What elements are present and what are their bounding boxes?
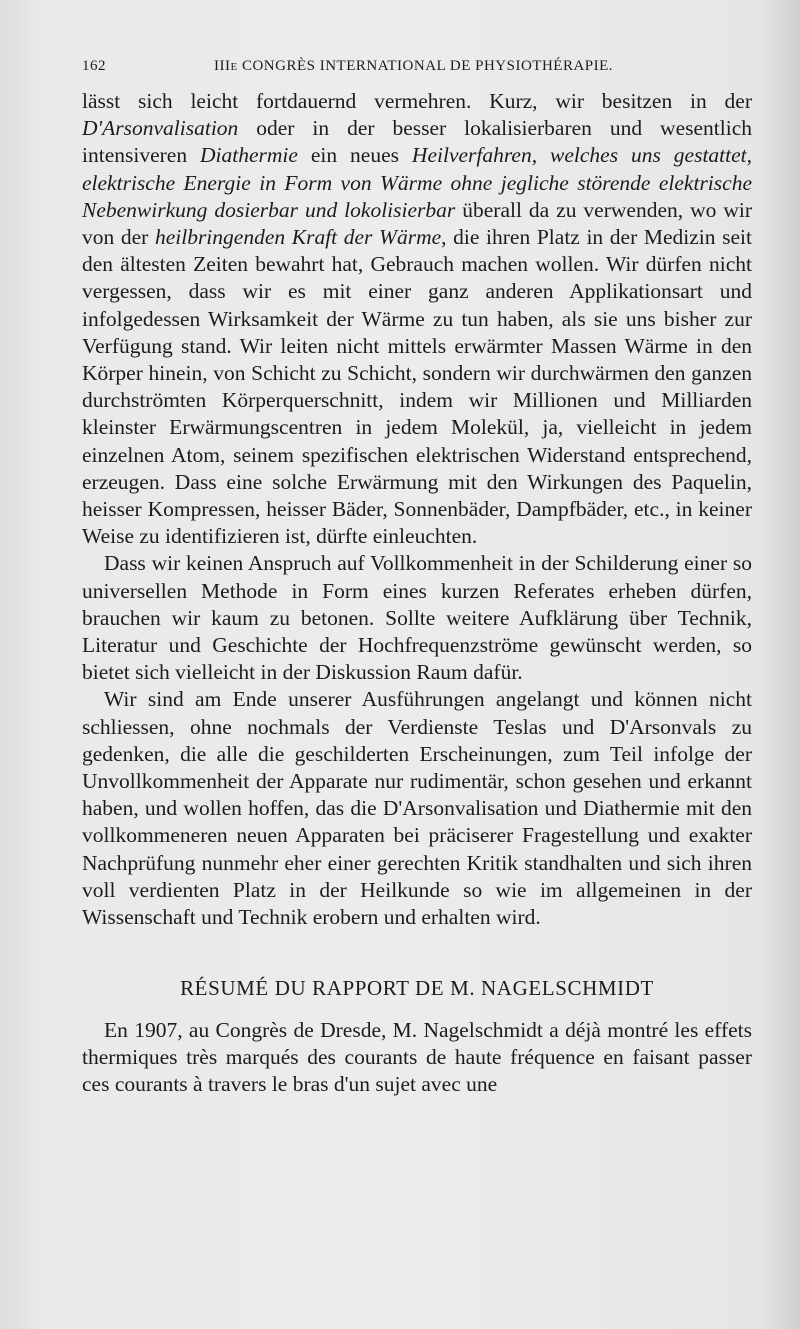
italic-text-run: Heilverfahren, welches uns gestattet, elektrische Energie in Form von Wärme ohne jegliche störende elektrische Nebenwirkung dosierbar und lokolisierbar xyxy=(82,143,753,222)
text-run: , die ihren Platz in der Medizin seit den ältesten Zeiten bewahrt hat, Gebrauch machen wollen. Wir dürfen nicht vergessen, dass wir es mit einer ganz anderen Applikationsart und infolgedessen Wirksamkeit der Wärme zu tun haben, als sie uns bisher zur Verfügung stand. Wir leiten nicht mittels erwärmter Massen Wärme in den Körper hinein, von Schicht zu Schicht, sondern wir durchwärmen den ganzen durchströmten Körperquerschnitt, indem wir Millionen und Milliarden kleinster Erwärmungscentren in jedem Molekül, ja, vielleicht in jedem einzelnen Atom, seinem spezifischen elektrischen Widerstand entsprechend, erzeugen. Dass eine solche Erwärmung mit den Wirkungen des Paquelin, heisser Kompressen, heisser Bäder, Sonnenbäder, Dampfbäder, etc., in keiner Weise zu identifizieren ist, dürfte einleuchten. xyxy=(82,225,753,549)
paragraph-3 xyxy=(82,686,752,931)
text-run: ein neues xyxy=(297,143,412,168)
resume-paragraph: En 1907, au Congrès de Dresde, M. Nagelschmidt a déjà montré les effets thermiques très marqués des courants de haute fréquence en faisant passer ces courants à travers le bras d'un sujet avec une xyxy=(82,1017,752,1096)
text-run: Dass wir keinen Anspruch auf Vollkommenheit in der Schilderung einer so universellen Methode in Form eines kurzen Referates erheben dürfen, brauchen wir kaum zu betonen. Sollte weitere Aufklärung über Technik, Literatur und Geschichte der Hochfrequenzströme gewünscht werden, so bietet sich vielleicht in der Diskussion Raum dafür. xyxy=(82,551,752,685)
text-run: überall da zu verwenden, wo wir von der xyxy=(82,197,752,250)
italic-text-run: heilbringenden Kraft der Wärme xyxy=(154,225,442,250)
header-title: IIIe CONGRÈS INTERNATIONAL DE PHYSIOTHÉRAPIE. xyxy=(214,58,614,74)
text-run: Wir sind am Ende unserer Ausführungen angelangt und können nicht schliessen, ohne nochmals der Verdienste Teslas und D'Arsonvals zu gedenken, die alle die geschilderten Erscheinungen, zum Teil infolge der Unvollkommenheit der Apparate nur rudimentär, schon gesehen und erkannt haben, und wollen hoffen, das die D'Arsonvalisation und Diathermie mit den vollkommeneren neuen Apparaten bei präciserer Fragestellung und exakter Nachprüfung nunmehr eher einer gerechten Kritik standhalten und sich ihren voll verdienten Platz in der Heilkunde so wie im allgemeinen in der Wissenschaft und Technik erobern und erhalten wird. xyxy=(82,687,752,930)
italic-text-run: Diathermie xyxy=(200,143,298,168)
text-run: lässt sich leicht fortdauernd vermehren. Kurz, wir besitzen in der xyxy=(82,89,752,113)
text-run: oder in der besser lokalisierbaren und wesentlich intensiveren xyxy=(82,116,752,168)
section-heading: RÉSUMÉ DU RAPPORT DE M. NAGELSCHMIDT xyxy=(180,976,654,1001)
body-text xyxy=(82,88,752,1098)
paragraph-2 xyxy=(82,550,752,686)
paragraph-1 xyxy=(82,88,752,550)
italic-text-run: D'Arsonvalisation xyxy=(82,116,239,141)
page-number: 162 xyxy=(82,58,106,74)
